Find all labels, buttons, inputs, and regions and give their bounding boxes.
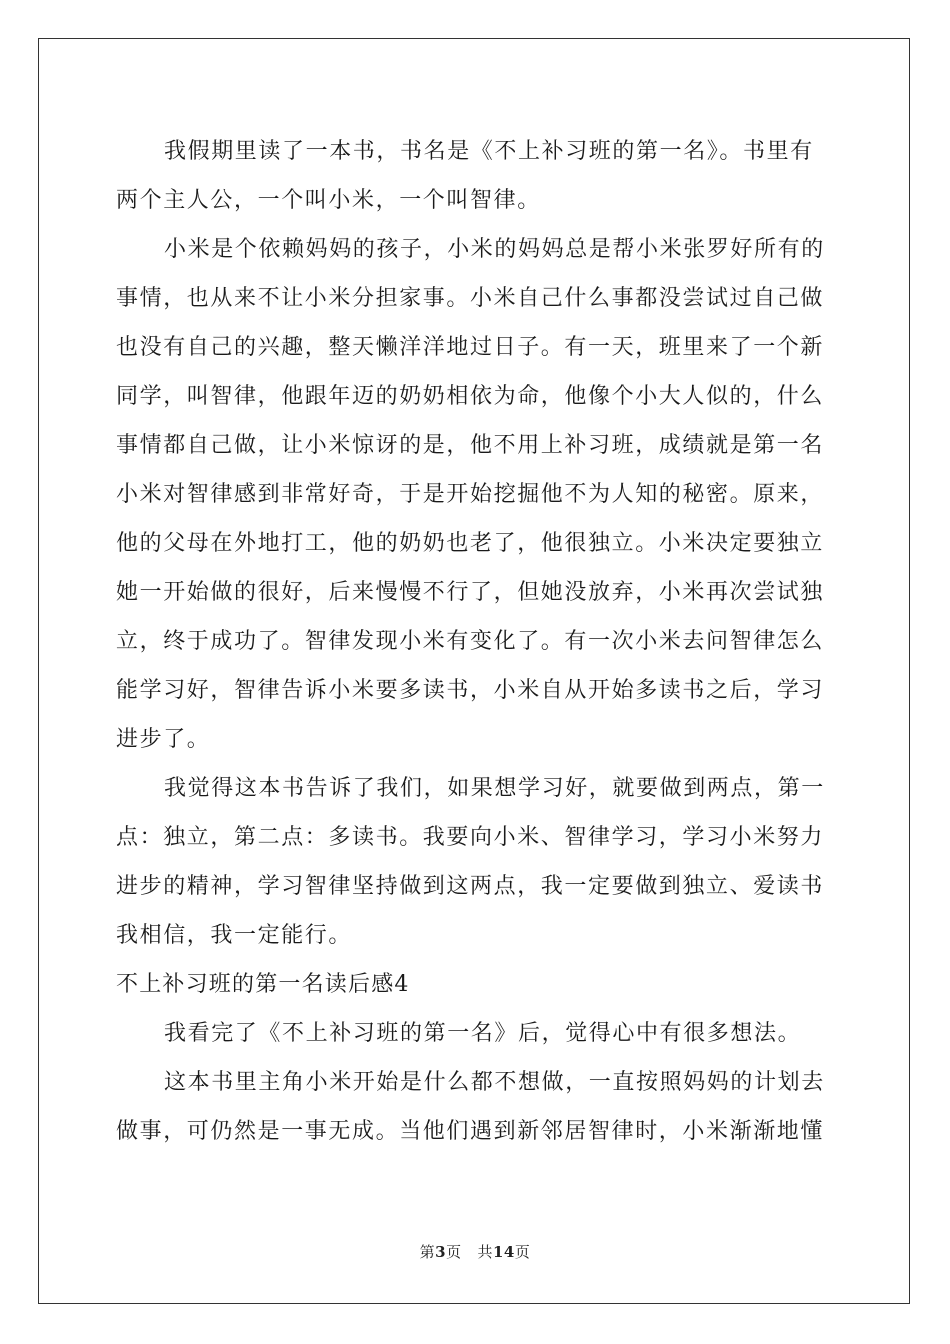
footer-prefix: 第 [419, 1243, 436, 1261]
section-heading: 不上补习班的第一名读后感4 [116, 972, 410, 997]
footer-total-suffix: 页 [514, 1243, 531, 1261]
document-body [116, 127, 832, 1156]
paragraph-line: 点：独立，第二点：多读书。我要向小米、智律学习，学习小米努力 [116, 825, 825, 850]
paragraph-line: 也没有自己的兴趣，整天懒洋洋地过日子。有一天，班里来了一个新 [116, 335, 825, 360]
paragraph-line: 我假期里读了一本书，书名是《不上补习班的第一名》。书里有 [164, 139, 814, 164]
footer-page-number: 3 [435, 1243, 447, 1261]
footer-page-suffix: 页 [446, 1243, 462, 1261]
paragraph-line: 她一开始做的很好，后来慢慢不行了，但她没放弃，小米再次尝试独 [116, 580, 825, 605]
paragraph-line: 能学习好，智律告诉小米要多读书，小米自从开始多读书之后，学习 [116, 678, 825, 703]
page-footer [0, 1241, 950, 1262]
footer-total-pages: 14 [492, 1243, 515, 1261]
paragraph-line: 做事，可仍然是一事无成。当他们遇到新邻居智律时，小米渐渐地懂 [116, 1119, 825, 1144]
paragraph-line: 事情，也从来不让小米分担家事。小米自己什么事都没尝试过自己做 [116, 286, 825, 311]
paragraph-line: 我看完了《不上补习班的第一名》后，觉得心中有很多想法。 [164, 1021, 802, 1046]
paragraph-line: 小米是个依赖妈妈的孩子，小米的妈妈总是帮小米张罗好所有的 [164, 237, 825, 262]
paragraph-line: 事情都自己做，让小米惊讶的是，他不用上补习班，成绩就是第一名 [116, 433, 825, 458]
paragraph-line: 两个主人公，一个叫小米，一个叫智律。 [116, 188, 541, 213]
paragraph-line: 小米对智律感到非常好奇，于是开始挖掘他不为人知的秘密。原来， [116, 482, 825, 507]
paragraph-line: 同学，叫智律，他跟年迈的奶奶相依为命，他像个小大人似的，什么 [116, 384, 825, 409]
paragraph-line: 立，终于成功了。智律发现小米有变化了。有一次小米去问智律怎么 [116, 629, 825, 654]
paragraph-line: 我相信，我一定能行。 [116, 923, 353, 948]
paragraph-line: 他的父母在外地打工，他的奶奶也老了，他很独立。小米决定要独立 [116, 531, 825, 556]
footer-total-prefix: 共 [477, 1243, 493, 1261]
paragraph-line: 这本书里主角小米开始是什么都不想做，一直按照妈妈的计划去 [164, 1070, 825, 1095]
paragraph-line: 进步了。 [116, 727, 211, 752]
paragraph-line: 我觉得这本书告诉了我们，如果想学习好，就要做到两点，第一 [164, 776, 825, 801]
paragraph-line: 进步的精神，学习智律坚持做到这两点，我一定要做到独立、爱读书 [116, 874, 825, 899]
